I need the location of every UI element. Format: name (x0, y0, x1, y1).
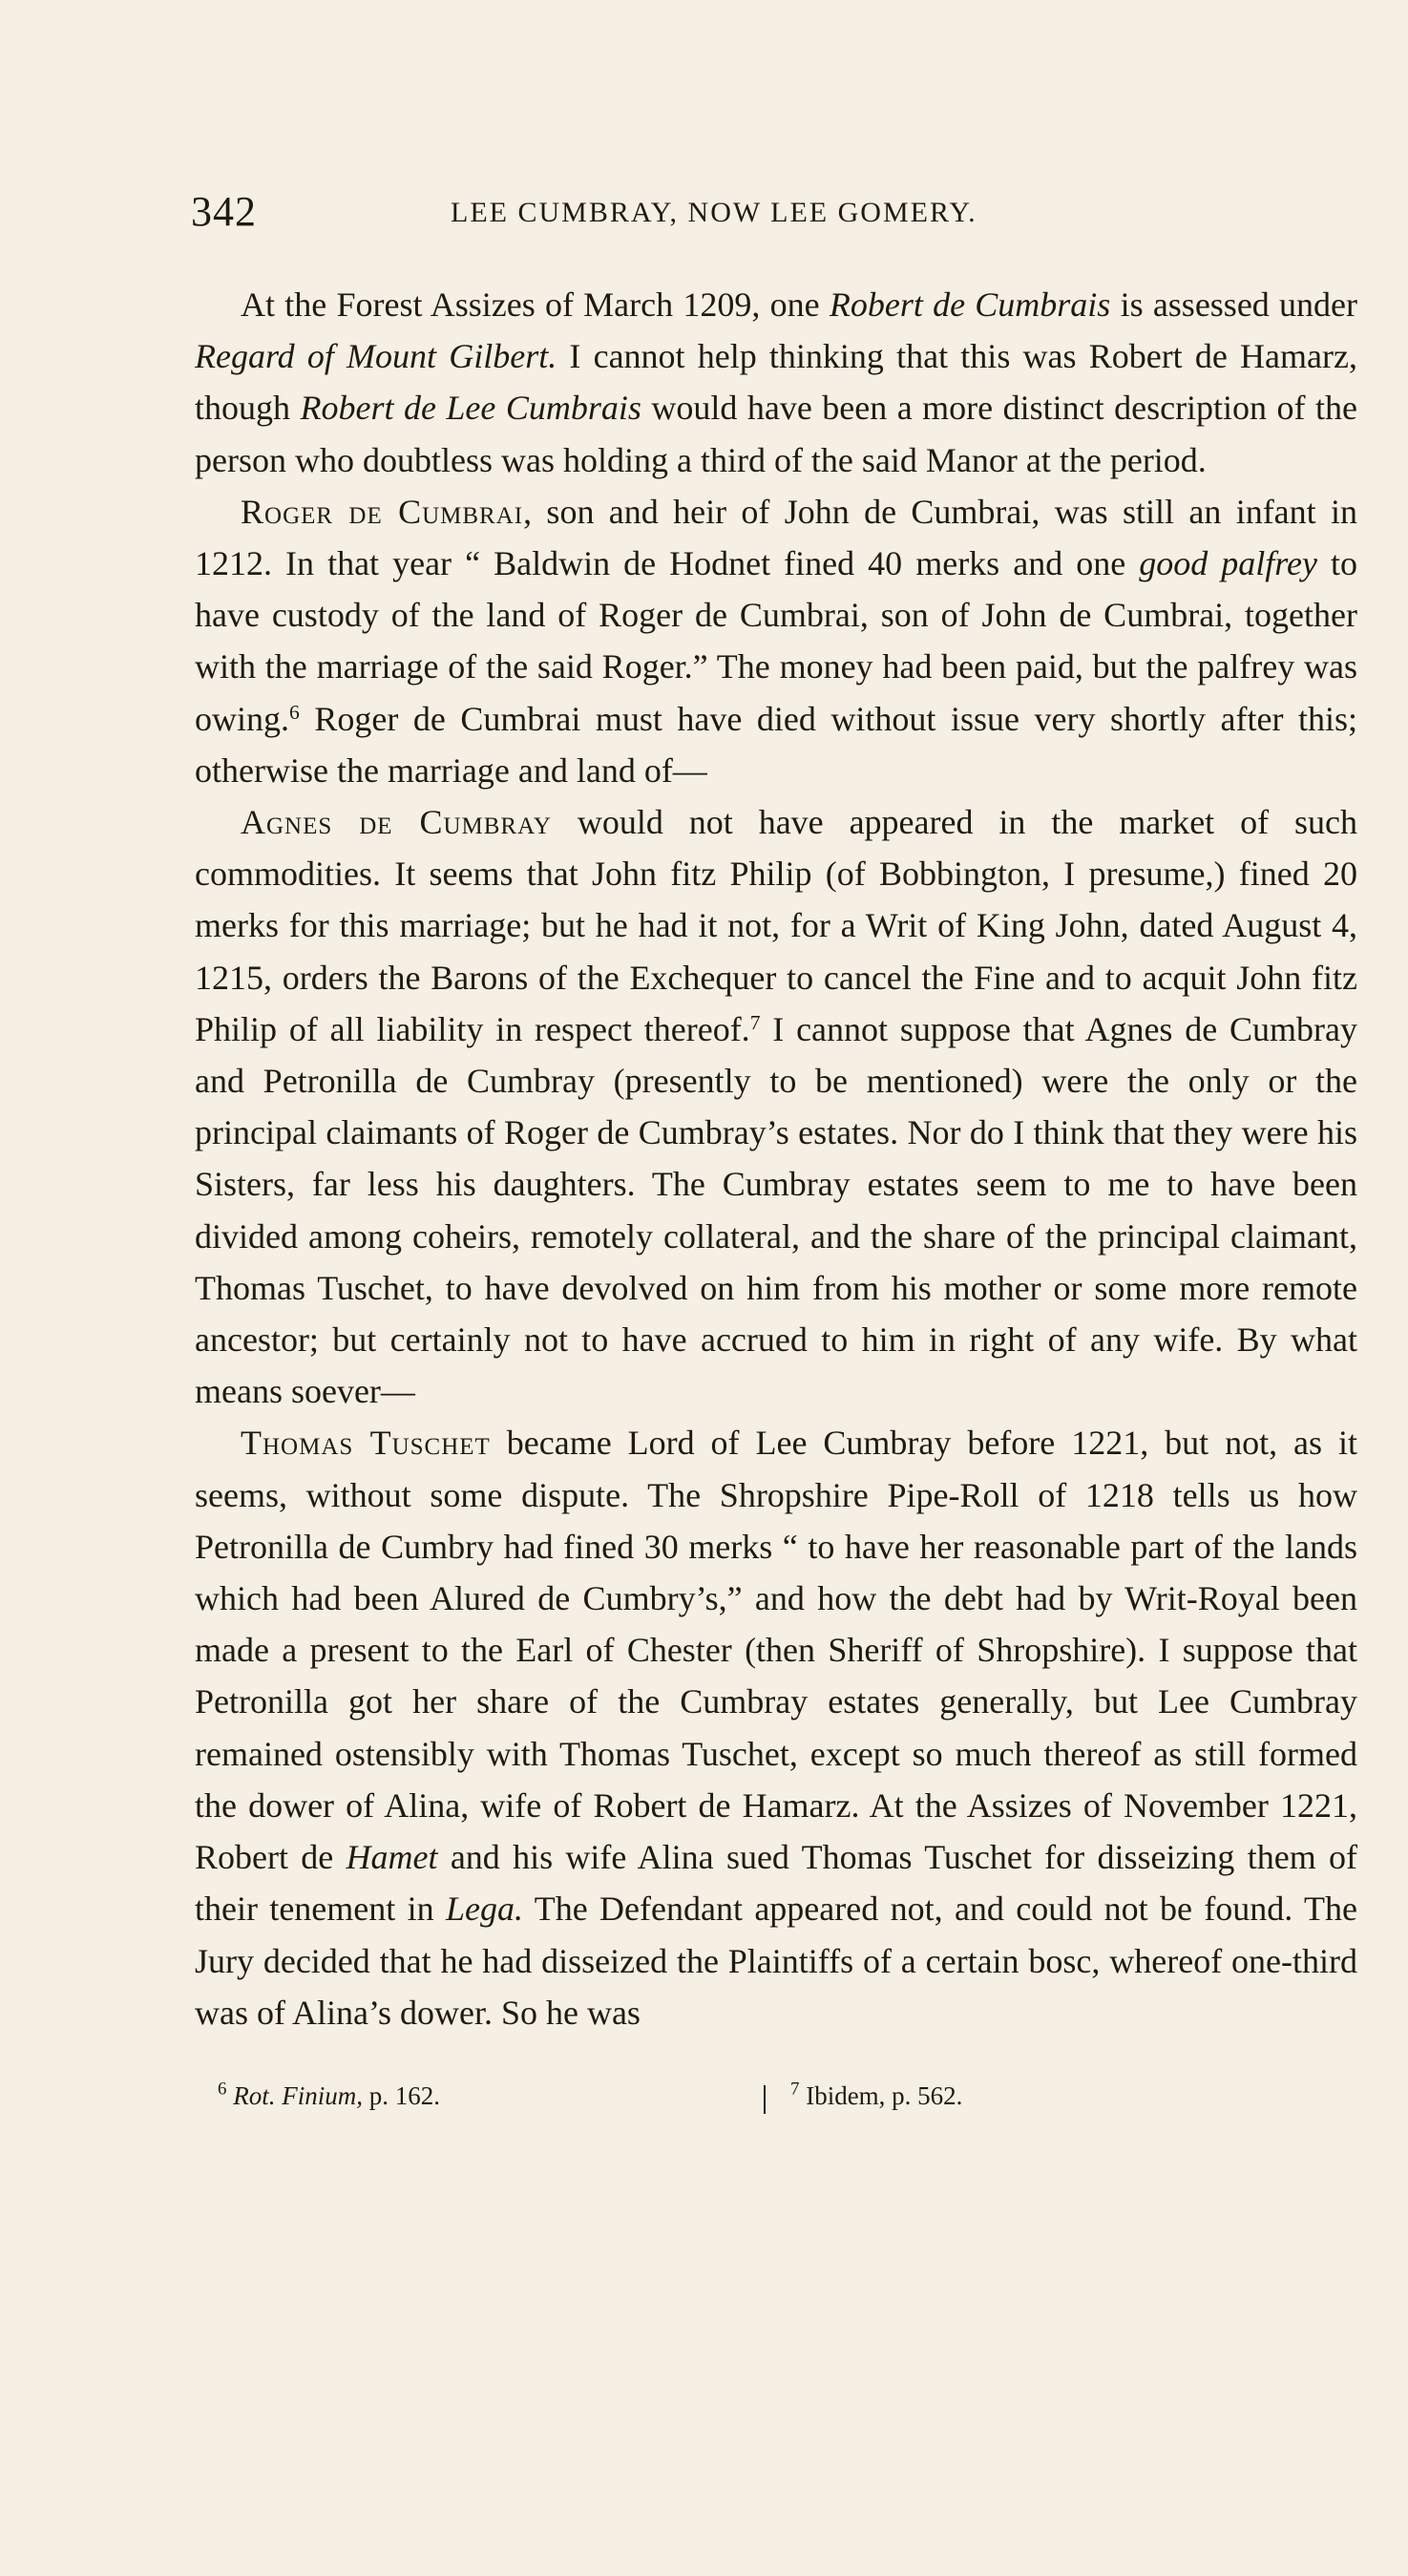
text-run: would have been a more distinct description of the person who doubtless was holding a third of the said Manor at the period. (195, 389, 1357, 479)
footnote-6 (218, 2081, 440, 2111)
italic-run: Hamet (346, 1838, 438, 1877)
footnote-7 (790, 2081, 962, 2111)
italic-run: Robert de Cumbrais (829, 285, 1111, 324)
text-run: Roger de Cumbrai must have died without issue very shortly after this; otherwise the marriage and land of— (195, 699, 1357, 790)
small-caps-name: Thomas Tuschet (241, 1424, 491, 1463)
paragraph-roger-de-cumbrai (195, 486, 1357, 796)
footnote-marker: 7 (790, 2079, 800, 2100)
text-run: became Lord of Lee Cumbray before 1221, but not, as it seems, without some dispute. The Shropshire Pipe-Roll of 1218 tells us how Petronilla de Cumbry had fined 30 merks “ to have her reasonable part of the lands which had been Alured de Cumbry’s,” and how the debt had by Writ-Royal been made a present to the Earl of Chester (then Sheriff of Shropshire). I suppose that Petronilla got her share of the Cumbray estates generally, but Lee Cumbray remained ostensibly with Thomas Tuschet, except so much thereof as still formed the dower of Alina, wife of Robert de Hamarz. At the Assizes of November 1221, Robert de (195, 1424, 1357, 1877)
footnote-ref-7: 7 (749, 1010, 761, 1034)
text-run: and his wife Alina sued Thomas Tuschet for disseizing them of their tenement in (195, 1838, 1357, 1929)
footnote-source: Rot. Finium, (233, 2081, 363, 2110)
text-run: to have custody of the land of Roger de Cumbrai, son of John de Cumbrai, together with the marriage of the said Roger.” The money had been paid, but the palfrey was owing. (195, 544, 1357, 738)
footnote-marker: 6 (218, 2079, 227, 2100)
text-run: is assessed under (1110, 285, 1358, 324)
footnote-divider (764, 2085, 766, 2114)
small-caps-name: Roger de Cumbrai (241, 492, 524, 531)
page-header (191, 187, 1145, 244)
text-run: At the Forest Assizes of March 1209, one (241, 285, 830, 324)
small-caps-name: Agnes de Cumbray (241, 803, 552, 842)
text-run: , son and heir of John de Cumbrai, was still an infant in 1212. In that year “ Baldwin de Hodnet fined 40 merks and one (195, 492, 1357, 583)
text-run: I cannot help thinking that this was Robert de Hamarz, though (195, 337, 1357, 428)
body-text (195, 279, 1357, 2038)
running-head: LEE CUMBRAY, NOW LEE GOMERY. (451, 197, 977, 228)
page-number: 342 (191, 188, 257, 235)
text-run: would not have appeared in the market of such commodities. It seems that John fitz Philip (of Bobbington, I presume,) fined 20 merks for this marriage; but he had it not, for a Writ of King John, dated August 4, 1215, orders the Barons of the Exchequer to cancel the Fine and to acquit John fitz Philip of all liability in respect thereof. (195, 803, 1357, 1048)
footnotes (218, 2081, 1363, 2120)
paragraph-agnes-de-cumbray (195, 796, 1357, 1417)
footnote-source: Ibidem, p. 562. (799, 2081, 963, 2110)
text-run: The Defendant appeared not, and could not be found. The Jury decided that he had disseized the Plaintiffs of a certain bosc, whereof one-third was of Alina’s dower. So he was (195, 1890, 1357, 2032)
italic-run: Robert de Lee Cumbrais (300, 389, 641, 428)
italic-run: Lega. (446, 1890, 523, 1929)
footnote-ref-6: 6 (289, 700, 300, 724)
italic-run: Regard of Mount Gilbert. (195, 337, 557, 376)
footnote-locator: p. 162. (362, 2081, 440, 2110)
paragraph-thomas-tuschet (195, 1417, 1357, 2038)
paragraph-forest-assizes (195, 279, 1357, 486)
italic-run: good palfrey (1139, 544, 1317, 583)
text-run: I cannot suppose that Agnes de Cumbray and Petronilla de Cumbray (presently to be mentioned) were the only or the principal claimants of Roger de Cumbray’s estates. Nor do I think that they were his Sisters, far less his daughters. The Cumbray estates seem to me to have been divided among coheirs, remotely collateral, and the share of the principal claimant, Thomas Tuschet, to have devolved on him from his mother or some more remote ancestor; but certainly not to have accrued to him in right of any wife. By what means soever— (195, 1009, 1357, 1411)
